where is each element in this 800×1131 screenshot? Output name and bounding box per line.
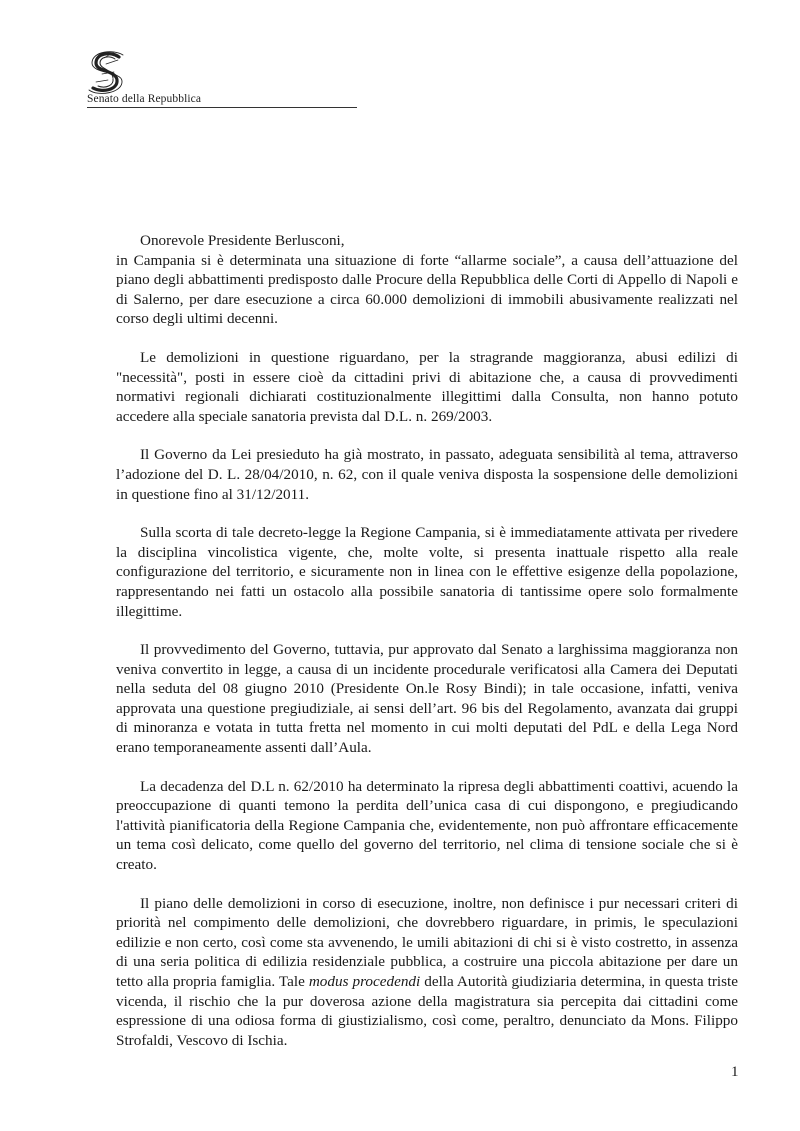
letter-body [116, 231, 738, 1050]
paragraph-4: Sulla scorta di tale decreto-legge la Regione Campania, si è immediatamente attivata per rivedere la disciplina vincolistica vigente, che, molte volte, si presenta inattuale rispetto alla reale configurazione del territorio, e sicuramente non in linea con le effettive esigenze della popolazione, rappresentando nei fatti un ostacolo alla possibile sanatoria di tantissime opere solo formalmente illegittime. [116, 524, 738, 620]
senate-name: Senato della Repubblica [87, 93, 202, 105]
paragraph-5: Il provvedimento del Governo, tuttavia, pur approvato dal Senato a larghissima maggioranza non veniva convertito in legge, a causa di un incidente procedurale verificatosi alla Camera dei Deputati nella seduta del 08 giugno 2010 (Presidente On.le Rosy Bindi); in tale occasione, infatti, veniva approvata una questione pregiudiziale, ai sensi dell’art. 96 bis del Regolamento, avanzata dai gruppi di minoranza e votata in tutta fretta nel momento in cui molti deputati del PdL e della Lega Nord erano temporaneamente assenti dall’Aula. [116, 641, 738, 757]
paragraph-3: Il Governo da Lei presieduto ha già mostrato, in passato, adeguata sensibilità al tema, attraverso l’adozione del D. L. 28/04/2010, n. 62, con il quale veniva disposta la sospensione delle demolizioni in questione fino al 31/12/2011. [116, 446, 738, 503]
paragraph-7 [116, 894, 738, 1051]
page-number: 1 [731, 1064, 739, 1080]
paragraph-7-part-1: Il piano delle demolizioni in corso di esecuzione, inoltre, non definisce i pur necessari criteri di priorità nel compimento delle demolizioni, che dovrebbero riguardare, in primis, le speculazioni edilizie e non certo, così come sta avvenendo, le umili abitazioni di chi si è visto costretto, in assenza di una seria politica di edilizia residenziale pubblica, a costruire una piccola abitazione per darе un tetto alla propria famiglia. Tale [116, 894, 738, 990]
header-divider [87, 107, 357, 108]
paragraph-7-part-2: della Autorità giudiziaria determina, in questa triste vicenda, il rischio che la pur doverosa azione della magistratura sia percepita dai cittadini come espressione di una odiosa forma di giustizialismo, così come, peraltro, denunciato da Mons. Filippo Strofaldi, Vescovo di Ischia. [116, 973, 738, 1049]
paragraph-1: in Campania si è determinata una situazione di forte “allarme sociale”, a causa dell’attuazione del piano degli abbattimenti predisposto dalle Procure della Repubblica delle Corti di Appello di Napoli e di Salerno, per dare esecuzione a circa 60.000 demolizioni di immobili abusivamente realizzati nel corso degli ultimi decenni. [116, 251, 738, 328]
senate-emblem-icon [84, 50, 134, 96]
paragraph-2: Le demolizioni in questione riguardano, per la stragrande maggioranza, abusi edilizi di "necessità", posti in essere cioè da cittadini privi di abitazione che, a causa di provvedimenti normativi regionali dichiarati costituzionalmente illegittimi dalla Consulta, non hanno potuto accedere alla speciale sanatoria prevista dal D.L. n. 269/2003. [116, 348, 738, 425]
salutation: Onorevole Presidente Berlusconi, [140, 232, 345, 249]
paragraph-6: La decadenza del D.L n. 62/2010 ha determinato la ripresa degli abbattimenti coattivi, acuendo la preoccupazione di quanti temono la perdita dell’unica casa di cui dispongono, e pregiudicando l'attività pianificatoria della Regione Campania che, evidentemente, non può affrontare efficacemente un tema così delicato, come quello del governo del territorio, nel clima di tensione sociale che si è creato. [116, 777, 738, 874]
latin-phrase: modus procedendi [308, 973, 421, 990]
